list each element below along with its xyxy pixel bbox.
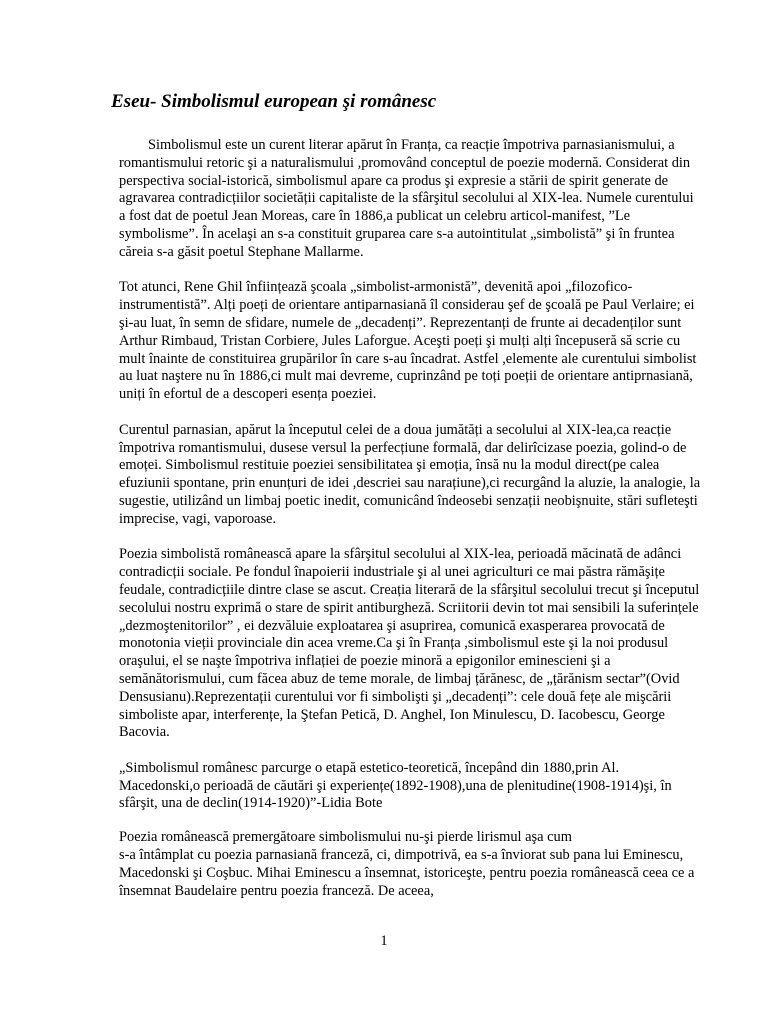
text-line: Poezia simbolistă românească apare la sfârşitul secolului al XIX-lea, perioadă măcinată de adânci [119,546,682,563]
page-number: 1 [380,933,388,949]
text-line: efuziunii spontane, prin enunțuri de idei ,descriei sau narațiune),ci recurgând la aluzie, la analogie, la [119,475,701,492]
text-line: împotriva romantismului, dusese versul la perfecțiune formală, dar delirîcizase poezia, golind-o de [119,439,687,456]
text-line: însemnat Baudelaire pentru poezia franceză. De aceea, [119,882,434,899]
text-line: au luat naştere nu în 1886,ci mult mai devreme, cuprinzând pe toți poeții de orientare antiprnasiană, [119,368,693,385]
text-line: agravarea contradicțiilor societății capitaliste de la sfârşitul secolului al XIX-lea. Numele curentului [119,190,694,207]
text-line: romantismului retoric şi a naturalismului ,promovând conceptul de poezie modernă. Considerat din [119,154,691,171]
text-line: „dezmoştenitorilor” , ei dezvăluie exploatarea şi asuprirea, comunică exasperarea provocată de [119,617,665,634]
paragraph-spacer [119,262,704,280]
text-line: contradicții sociale. Pe fondul înapoierii industriale şi al unei agriculturi ce mai păstra rămăşițe [119,564,665,581]
text-line: perspectiva social-istorică, simbolismul apare ca produs şi expresie a stării de spirit generate de [119,172,669,189]
text-line: feudale, contradicțiile dintre clase se ascut. Creația literară de la sfârşitul secolului trecut şi începutul [119,581,700,598]
text-line: oraşului, el se naşte împotriva inflației de poezie minoră a epigonilor eminescieni şi a [119,653,611,670]
text-line: uniți în efortul de a descoperi esența poeziei. [119,386,377,403]
text-line: Simbolismul este un curent literar apărut în Franța, ca reacție împotriva parnasianismului, a [148,137,675,153]
text-line: a fost dat de poetul Jean Moreas, care în 1886,a publicat un celebru articol-manifest, ”Le [119,208,631,225]
text-line: sfârşit, una de declin(1914-1920)”-Lidia Bote [119,795,383,812]
document-body [119,137,704,900]
paragraph-spacer [119,813,704,829]
text-line: semănătorismului, cum făcea abuz de teme morale, de limbaj țărănesc, de „țărănism sectar”(Ovid [119,670,680,687]
text-line: Bacovia. [119,724,170,741]
text-line: Tot atunci, Rene Ghil înființează şcoala „simbolist-armonistă”, devenită apoi „filozofico- [119,279,633,296]
text-line: Arthur Rimbaud, Tristan Corbiere, Jules Laforgue. Aceşti poeți şi mulți alți începuseră să scrie cu [119,332,681,349]
text-line: secolului nostru exprimă o stare de spirit antiburgheză. Scriitorii devin tot mai sensibili la suferințele [119,599,699,616]
text-line: Poezia românească premergătoare simbolismului nu-şi pierde lirismul aşa cum [119,829,572,846]
text-line: şi-au luat, în semn de sfidare, numele de „decadenți”. Reprezentanți de frunte ai decadenților sunt [119,314,682,331]
text-line: Curentul parnasian, apărut la începutul celei de a doua jumătăți a secolului al XIX-lea,ca reacție [119,421,672,438]
text-line: emoței. Simbolismul restituie poeziei sensibilitatea şi emoția, însă nu la modul direct(pe calea [119,457,660,474]
text-line: Macedonski,o perioadă de căutări şi experiențe(1892-1908),una de plenitudine(1908-1914)şi, în [119,777,672,794]
paragraph-spacer [119,404,704,422]
paragraph-4 [119,546,704,742]
quote-paragraph [119,760,704,813]
text-line: imprecise, vagi, vaporoase. [119,510,277,527]
text-line: simboliste apar, interferențe, la Ştefan Petică, D. Anghel, Ion Minulescu, D. Iacobescu, George [119,706,665,723]
text-line: sugestie, utilizând un limbaj poetic inedit, comunicând îndeosebi senzații neobişnuite, stări sufleteşti [119,492,698,509]
text-line: instrumentistă”. Alți poeți de orientare antiparnasiană îl considerau şef de şcoală pe Paul Verlaire; ei [119,297,695,314]
paragraph-3 [119,422,704,529]
text-line: s-a întâmplat cu poezia parnasiană franceză, ci, dimpotrivă, ea s-a înviorat sub pana lui Eminescu, [119,847,684,864]
document-title: Eseu- Simbolismul european şi românesc [111,91,437,112]
text-line: „Simbolismul românesc parcurge o etapă estetico-teoretică, începând din 1880,prin Al. [119,759,620,776]
paragraph-spacer [119,529,704,547]
text-line: Macedonski şi Coşbuc. Mihai Eminescu a însemnat, istoriceşte, pentru poezia românească ceea ce a [119,864,695,881]
paragraph-1 [119,137,704,262]
text-line: symbolisme”. În acelaşi an s-a constituit gruparea care s-a autointitulat „simbolistă” şi în fruntea [119,225,675,242]
paragraph-2 [119,279,704,404]
paragraph-spacer [119,742,704,760]
text-line: monotonia vieții provinciale din acea vreme.Ca şi în Franța ,simbolismul este şi la noi produsul [119,635,669,652]
text-line: căreia s-a găsit poetul Stephane Mallarme. [119,243,364,260]
paragraph-6 [119,829,704,900]
text-line: Densusianu).Reprezentații curentului vor fi simbolişti şi „decadenți”: cele două fețe ale mişcării [119,688,672,705]
text-line: mult înainte de constituirea grupărilor în care s-au încadrat. Astfel ,elemente ale curentului simbolist [119,350,697,367]
